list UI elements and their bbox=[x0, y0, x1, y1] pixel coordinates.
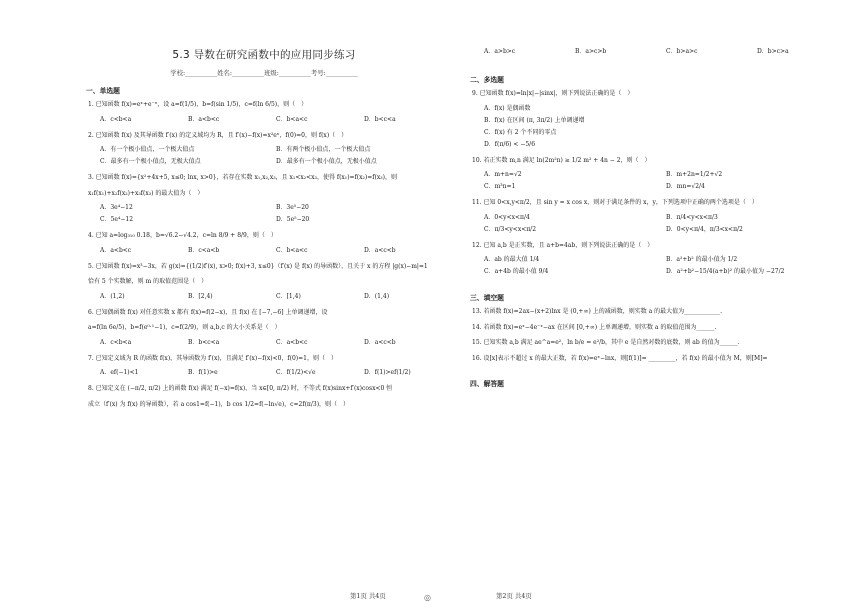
question-16: 16. 设[x]表示不超过 x 的最大正数，若 f(x)=eˣ−lnx，则[f(1)]= _________，若 f(x) 的最小值为 M，则[M]= bbox=[472, 354, 768, 362]
option: A．ab 的最大值 1/4 bbox=[484, 256, 540, 263]
option: B．3e⁵−20 bbox=[276, 204, 309, 211]
option: A．0<y<x<π/4 bbox=[484, 213, 530, 221]
option: C．b<a<c bbox=[276, 115, 308, 123]
question-15: 15. 已知实数 a,b 满足 ae^a=e²，ln b/e = e²/b，其中 e 是自然对数的底数，则 ab 的值为______. bbox=[472, 339, 740, 346]
option: B．m+2n=1/2+√2 bbox=[666, 171, 723, 178]
question-4-options bbox=[100, 245, 452, 257]
option: B．c<a<b bbox=[188, 246, 220, 254]
option: B．b<c<a bbox=[188, 338, 220, 346]
option: D．0<y<π/4，π/3<x<π/2 bbox=[666, 225, 743, 233]
question-1: 1. 已知函数 f(x)=eˣ+e⁻ˣ，设 a=f(1/5)，b=f(sin 1/5)，c=f(ln 6/5)，则（ ） bbox=[88, 101, 308, 108]
option: D．a<c<b bbox=[364, 246, 396, 254]
option: A．c<b<a bbox=[100, 115, 132, 123]
option: A．有一个极小值点，一个极大值点 bbox=[100, 146, 195, 153]
question-6-options bbox=[100, 337, 452, 349]
question-14: 14. 若函数 f(x)=eˣ−4e⁻ˣ−ax 在区间 [0,+∞) 上单调递增，则实数 a 的取值范围为______. bbox=[472, 323, 717, 331]
option: D．a²+b²−15/4(a+b)² 的最小值为 −27/2 bbox=[666, 268, 785, 275]
question-3-continued: x₁f(x₁)+x₂f(x₂)+x₃f(x₃) 的最大值为（ ） bbox=[88, 189, 204, 197]
section-heading-single-choice: 一、单选题 bbox=[86, 87, 120, 95]
option: B．[2,4) bbox=[188, 292, 213, 300]
option: D．f(π/6) < −5/6 bbox=[484, 140, 536, 148]
question-6: 6. 已知偶函数 f(x) 对任意实数 x 都有 f(x)=f(2−x)，且 f(x) 在 [−7,−6] 上单调递增，设 bbox=[88, 308, 328, 316]
binding-mark-icon: ◎ bbox=[424, 593, 431, 602]
question-4: 4. 已知 a=log₃₁₀ 0.18，b=√6.2−√4.2，c=ln 8/9 + 8/9，则（ ） bbox=[88, 232, 277, 239]
option: C．b<a<c bbox=[276, 246, 308, 254]
question-5-options bbox=[100, 291, 452, 303]
option: C．a<b<c bbox=[276, 338, 308, 346]
question-11: 11. 已知 0<x,y<π/2，且 sin y = x cos x，则对于满足条件的 x，y，下列选项中正确的两个选项是（ ） bbox=[472, 199, 758, 206]
option: A．a<b<c bbox=[100, 246, 132, 254]
option: C．a+4b 的最小值 9/4 bbox=[484, 268, 549, 275]
option: C．[1,4) bbox=[276, 292, 301, 300]
question-1-options bbox=[100, 114, 452, 126]
option: A．(1,2) bbox=[100, 292, 125, 300]
question-9: 9. 已知函数 f(x)=ln|x|−|sinx|，则下列说法正确的是（ ） bbox=[472, 90, 634, 97]
option: B．a²+b² 的最小值为 1/2 bbox=[666, 256, 738, 263]
option: B．a>c>b bbox=[575, 48, 607, 55]
option: D．b>c>a bbox=[757, 48, 789, 55]
question-3-options bbox=[100, 202, 452, 226]
left-page bbox=[76, 0, 452, 586]
option: D．mn=√2/4 bbox=[666, 183, 705, 190]
option: D．5e⁵−20 bbox=[276, 216, 310, 223]
page-number-right: 第2页 共4页 bbox=[496, 592, 532, 600]
section-heading-fill-in: 三、填空题 bbox=[470, 294, 504, 302]
question-2-options bbox=[100, 144, 452, 168]
section-heading-answer: 四、解答题 bbox=[470, 380, 504, 388]
option: A．f(x) 是偶函数 bbox=[484, 104, 531, 112]
section-heading-multiple-choice: 二、多选题 bbox=[470, 76, 504, 84]
question-3: 3. 已知函数 f(x)={x²+4x+5, x≤0; lnx, x>0}，若存在实数 x₁,x₂,x₃，且 x₁<x₂<x₃，使得 f(x₁)=f(x₂)=f(x₃)，则 bbox=[88, 174, 397, 181]
question-8-options bbox=[484, 46, 848, 58]
option: A．m+n=√2 bbox=[484, 171, 522, 178]
page-title: 5.3 导数在研究函数中的应用同步练习 bbox=[172, 49, 356, 61]
option: B．f(1)>e bbox=[188, 369, 218, 376]
question-5: 5. 已知函数 f(x)=x³−3x，若 g(x)={(1/2)f′(x), x>0; f(x)+3, x≤0}（f′(x) 是 f(x) 的导函数），且关于 x 的方程 |g(x)−m|=1 bbox=[88, 262, 428, 270]
question-6-continued: a=f(ln 6e/5)，b=f(e⁰·¹−1)，c=f(2/9)，则 a,b,c 的大小关系是（ ） bbox=[88, 324, 281, 331]
page-number-left: 第1页 共4页 bbox=[350, 592, 386, 600]
question-7-options bbox=[100, 367, 452, 379]
option: A．a>b>c bbox=[484, 48, 516, 55]
option: C．最多有一个极小值点，无极大值点 bbox=[100, 158, 201, 165]
option: C．m³n=1 bbox=[484, 183, 516, 190]
option: C．b>a>c bbox=[666, 48, 698, 55]
question-9-options bbox=[484, 103, 848, 151]
option: D．b<c<a bbox=[364, 115, 396, 123]
question-10-options bbox=[484, 169, 848, 193]
option: C．π/3<y<x<π/2 bbox=[484, 225, 537, 233]
question-8: 8. 已知定义在 (−π/2, π/2) 上的函数 f(x) 满足 f(−x)=f(x)，当 x∈[0, π/2) 时，不等式 f(x)sinx+f′(x)cosx<0 恒 bbox=[88, 385, 393, 392]
question-12: 12. 已知 a,b 是正实数，且 a+b=4ab，则下列说法正确的是（ ） bbox=[472, 241, 654, 249]
right-page bbox=[460, 0, 848, 586]
question-8-continued: 成立（f′(x) 为 f(x) 的导函数），若 a cos1=f(−1)，b cos 1/2=f(−ln√e)，c=2f(π/3)，则（ ） bbox=[88, 400, 350, 408]
student-info-line: 学校:__________姓名:__________班级:__________考号:__________ bbox=[170, 69, 358, 77]
question-13: 13. 若函数 f(x)=2ax−(x+2)lnx 是 (0,+∞) 上的减函数，则实数 a 的最大值为____________. bbox=[472, 308, 723, 315]
question-12-options bbox=[484, 254, 848, 278]
option: B．f(x) 在区间 (π, 3π/2) 上单调递增 bbox=[484, 116, 585, 124]
option: A．ef(−1)<1 bbox=[100, 369, 139, 376]
option: B．a<b<c bbox=[188, 115, 220, 123]
question-7: 7. 已知定义域为 R 的函数 f(x)，其导函数为 f′(x)，且满足 f′(x)−f(x)<0，f(0)=1，则（ ） bbox=[88, 354, 337, 362]
option: C．5e⁴−12 bbox=[100, 216, 134, 223]
option: A．3e⁴−12 bbox=[100, 204, 133, 211]
option: D．(1,4) bbox=[364, 292, 390, 300]
question-5-continued: 恰有 5 个实数解，则 m 的取值范围是（ ） bbox=[88, 278, 208, 285]
question-10: 10. 若正实数 m,n 满足 ln(2m²n) ≥ 1/2 m² + 4n − 2，则（ ） bbox=[472, 156, 651, 164]
question-2: 2. 已知函数 f(x) 及其导函数 f′(x) 的定义域均为 R，且 f′(x)−f(x)=x²eˣ，f(0)=0，则 f(x)（ ） bbox=[88, 131, 348, 139]
option: D．最多有一个极小值点，无极小值点 bbox=[276, 158, 377, 165]
option: C．f(1/2)<√e bbox=[276, 369, 316, 376]
option: A．c<b<a bbox=[100, 338, 132, 346]
option: C．f(x) 有 2 个不同的零点 bbox=[484, 128, 557, 136]
option: D．a<c<b bbox=[364, 338, 396, 346]
option: B．有两个极小值点，一个极大值点 bbox=[276, 146, 371, 153]
option: B．π/4<y<x<π/3 bbox=[666, 213, 718, 221]
option: D．f(1)>ef(1/2) bbox=[364, 369, 411, 376]
question-11-options bbox=[484, 212, 848, 236]
